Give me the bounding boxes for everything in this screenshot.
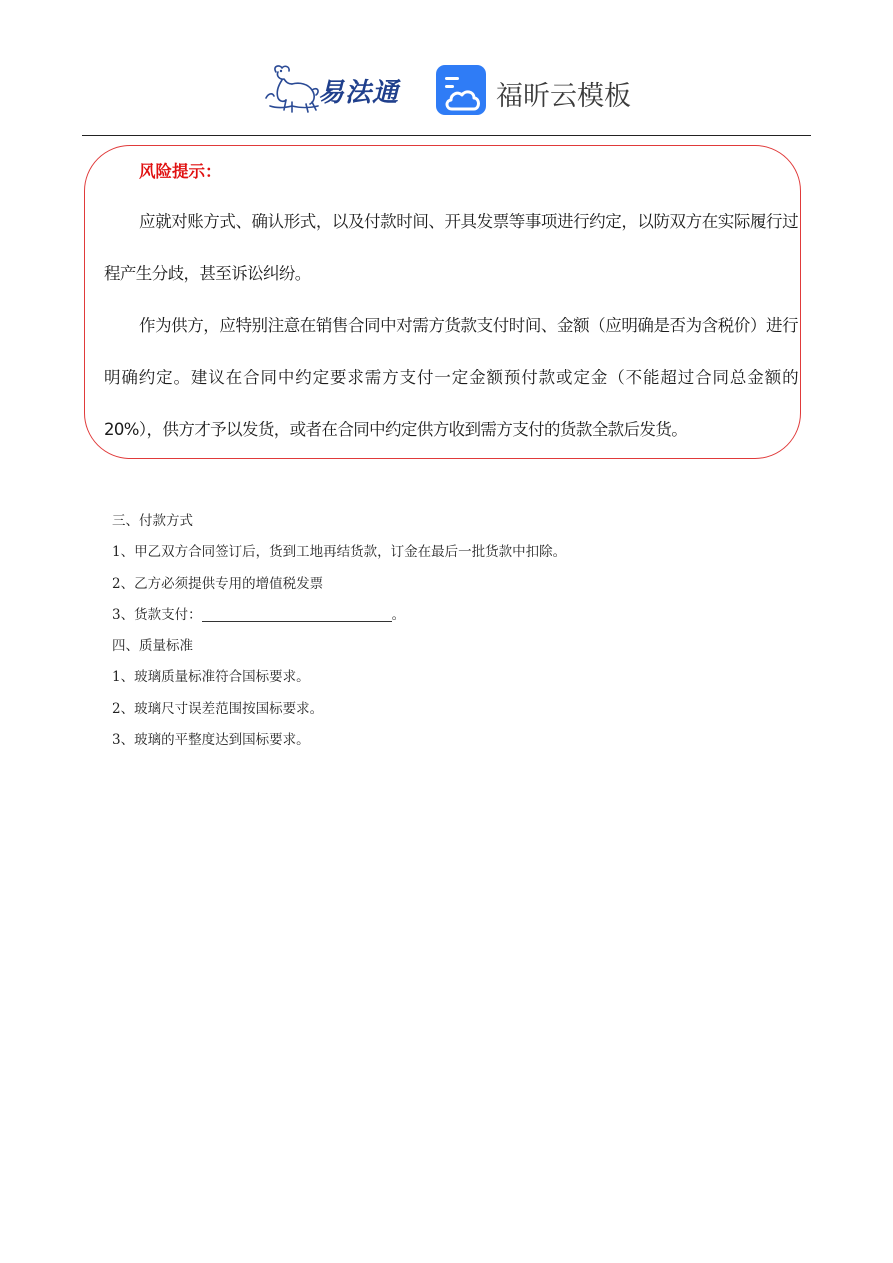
header-divider	[82, 135, 811, 136]
clause-item: 1、甲乙双方合同签订后，货到工地再结货款，订金在最后一批货款中扣除。	[112, 544, 567, 561]
clause-item: 3、玻璃的平整度达到国标要求。	[112, 732, 310, 749]
cloud-doc-app-icon	[436, 65, 486, 115]
page-header	[0, 58, 893, 124]
clause-item: 1、玻璃质量标准符合国标要求。	[112, 669, 310, 686]
risk-notice-title: 风险提示：	[139, 162, 222, 181]
risk-notice-paragraph: 作为供方，应特别注意在销售合同中对需方货款支付时间、金额（应明确是否为含税价）进行明确约定。建议在合同中约定要求需方支付一定金额预付款或定金（不能超过合同总金额的 20%），供方才予以发货，或者在合同中约定供方收到需方支付的货款全款后发货。	[104, 316, 798, 439]
clause-item: 2、玻璃尺寸误差范围按国标要求。	[112, 700, 324, 717]
fill-in-blank	[202, 607, 392, 622]
clause-item-payment	[112, 603, 812, 634]
clause-prefix: 3、货款支付：	[112, 606, 202, 623]
foxit-logo-text: 福昕云模板	[496, 81, 631, 112]
qilin-mascot-icon	[262, 62, 322, 118]
clause-item: 2、乙方必须提供专用的增值税发票	[112, 575, 324, 592]
foxit-cloud-template-logo	[436, 65, 636, 117]
contract-body	[112, 509, 812, 759]
section-heading: 四、质量标准	[112, 638, 193, 655]
yifatong-logo-text: 易法通	[318, 78, 400, 108]
risk-notice-paragraph: 应就对账方式、确认形式，以及付款时间、开具发票等事项进行约定，以防双方在实际履行过程产生分歧，甚至诉讼纠纷。	[104, 212, 798, 283]
clause-suffix: 。	[391, 606, 406, 623]
section-heading: 三、付款方式	[112, 513, 193, 529]
yifatong-logo	[262, 62, 412, 118]
